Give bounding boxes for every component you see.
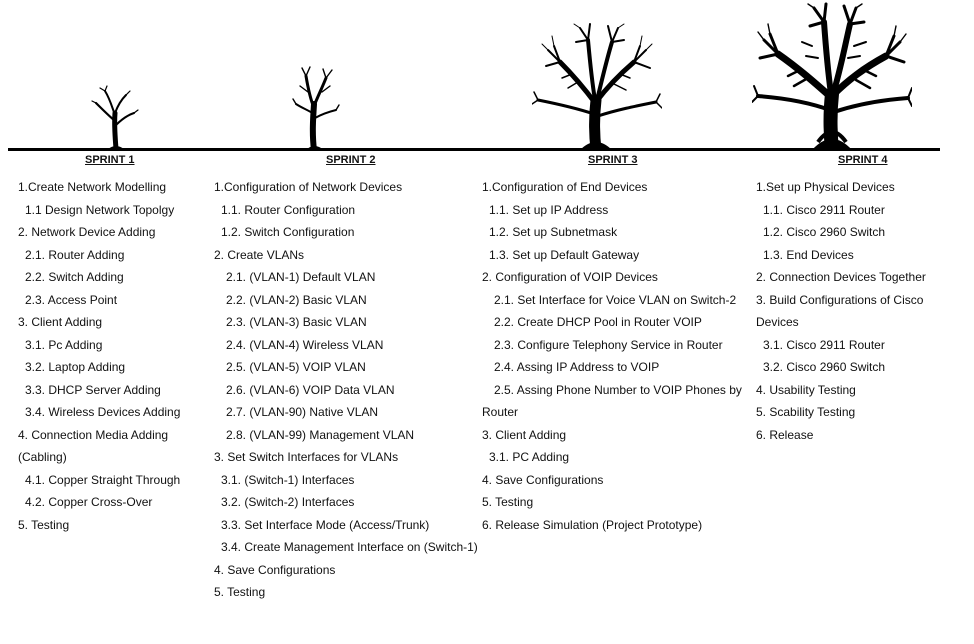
sprint-2-item: 1.Configuration of Network Devices	[214, 180, 403, 194]
sprint-1-title: SPRINT 1	[85, 154, 135, 166]
sprint-3-item: 3.1. PC Adding	[489, 450, 570, 464]
sprint-3-item: 4. Save Configurations	[482, 472, 604, 487]
sprint-2-item: 2.2. (VLAN-2) Basic VLAN	[226, 292, 367, 307]
sprint-4-item: 1.2. Cisco 2960 Switch	[763, 225, 886, 239]
sprint-2-item: 2.8. (VLAN-99) Management VLAN	[226, 427, 415, 442]
sprint-1-item: 4.2. Copper Cross-Over	[25, 495, 153, 509]
sprint-3-item: Router	[482, 405, 519, 419]
sprint-3-item: 1.Configuration of End Devices	[482, 180, 648, 194]
tree-sprint-3-icon	[532, 22, 662, 151]
sprint-4-item: 3. Build Configurations of Cisco	[756, 292, 924, 307]
sprint-1-item: 1.1 Design Network Topolgy	[25, 202, 175, 217]
sprint-4-item: 3.1. Cisco 2911 Router	[763, 337, 885, 352]
sprint-4-item: 1.1. Cisco 2911 Router	[763, 202, 885, 217]
sprint-2-item: 2.7. (VLAN-90) Native VLAN	[226, 405, 379, 419]
sprint-2-item: 2.3. (VLAN-3) Basic VLAN	[226, 315, 367, 329]
sprint-1-list	[18, 176, 180, 536]
sprint-3-item: 2.4. Assing IP Address to VOIP	[494, 360, 660, 374]
sprint-1-item: 3.2. Laptop Adding	[25, 360, 126, 374]
sprint-2-item: 3. Set Switch Interfaces for VLANs	[214, 450, 399, 464]
sprint-3-item: 1.1. Set up IP Address	[489, 202, 609, 217]
sprint-3-item: 2. Configuration of VOIP Devices	[482, 270, 658, 284]
sprint-2-item: 1.1. Router Configuration	[221, 202, 356, 217]
tree-sprint-2-icon	[292, 64, 340, 151]
sprint-2-item: 3.4. Create Management Interface on (Switch-1)	[221, 540, 478, 554]
sprint-3-item: 2.1. Set Interface for Voice VLAN on Switch-2	[494, 292, 737, 307]
tree-sprint-4-icon	[752, 2, 912, 151]
sprint-2-item: 2.5. (VLAN-5) VOIP VLAN	[226, 360, 366, 374]
sprint-1-item: 4. Connection Media Adding	[18, 427, 169, 442]
sprint-2-item: 2. Create VLANs	[214, 247, 305, 262]
sprint-2-item: 3.3. Set Interface Mode (Access/Trunk)	[221, 517, 430, 532]
tree-sprint-1-icon	[90, 85, 140, 151]
sprint-2-item: 2.6. (VLAN-6) VOIP Data VLAN	[226, 382, 395, 397]
sprint-2-item: 2.1. (VLAN-1) Default VLAN	[226, 270, 376, 284]
sprint-4-item: 1.3. End Devices	[763, 247, 854, 262]
sprint-1-item: 3.1. Pc Adding	[25, 337, 103, 352]
sprint-3-item: 5. Testing	[482, 495, 534, 509]
sprint-1-item: 3.3. DHCP Server Adding	[25, 382, 161, 397]
sprint-2-item: 1.2. Switch Configuration	[221, 225, 355, 239]
sprint-2-item: 3.2. (Switch-2) Interfaces	[221, 495, 355, 509]
sprint-4-item: 2. Connection Devices Together	[756, 270, 926, 284]
sprint-3-list	[482, 176, 742, 536]
sprint-3-item: 2.3. Configure Telephony Service in Router	[494, 337, 723, 352]
sprint-2-title: SPRINT 2	[326, 154, 376, 166]
sprint-1-item: 2.3. Access Point	[25, 292, 118, 307]
sprint-2-item: 3.1. (Switch-1) Interfaces	[221, 472, 355, 487]
sprint-4-item: 3.2. Cisco 2960 Switch	[763, 360, 886, 374]
sprint-1-item: 5. Testing	[18, 517, 70, 532]
sprint-4-item: 4. Usability Testing	[756, 382, 856, 397]
sprint-4-list	[756, 176, 926, 446]
sprint-2-item: 5. Testing	[214, 585, 266, 599]
sprint-1-item: 2. Network Device Adding	[18, 225, 156, 239]
sprint-1-item: 3.4. Wireless Devices Adding	[25, 405, 181, 419]
sprint-4-title: SPRINT 4	[838, 154, 888, 166]
sprint-2-item: 4. Save Configurations	[214, 562, 336, 577]
sprint-1-item: 2.2. Switch Adding	[25, 270, 124, 284]
sprint-1-item: (Cabling)	[18, 450, 67, 464]
sprint-4-item: 5. Scability Testing	[756, 405, 856, 419]
sprint-2-item: 2.4. (VLAN-4) Wireless VLAN	[226, 337, 384, 352]
sprint-4-item: 6. Release	[756, 427, 814, 442]
sprint-3-item: 2.2. Create DHCP Pool in Router VOIP	[494, 315, 702, 329]
sprint-1-item: 4.1. Copper Straight Through	[25, 472, 181, 487]
sprint-1-item: 2.1. Router Adding	[25, 247, 125, 262]
sprint-4-item: Devices	[756, 315, 799, 329]
sprint-1-item: 3. Client Adding	[18, 315, 103, 329]
sprint-1-item: 1.Create Network Modelling	[18, 180, 167, 194]
sprint-2-list	[214, 176, 478, 604]
sprint-3-item: 6. Release Simulation (Project Prototype)	[482, 517, 703, 532]
sprint-3-item: 2.5. Assing Phone Number to VOIP Phones by	[494, 382, 742, 397]
sprint-4-item: 1.Set up Physical Devices	[756, 180, 895, 194]
sprint-3-item: 1.2. Set up Subnetmask	[489, 225, 618, 239]
sprint-3-title: SPRINT 3	[588, 154, 638, 166]
sprint-3-item: 1.3. Set up Default Gateway	[489, 247, 640, 262]
sprint-3-item: 3. Client Adding	[482, 427, 567, 442]
